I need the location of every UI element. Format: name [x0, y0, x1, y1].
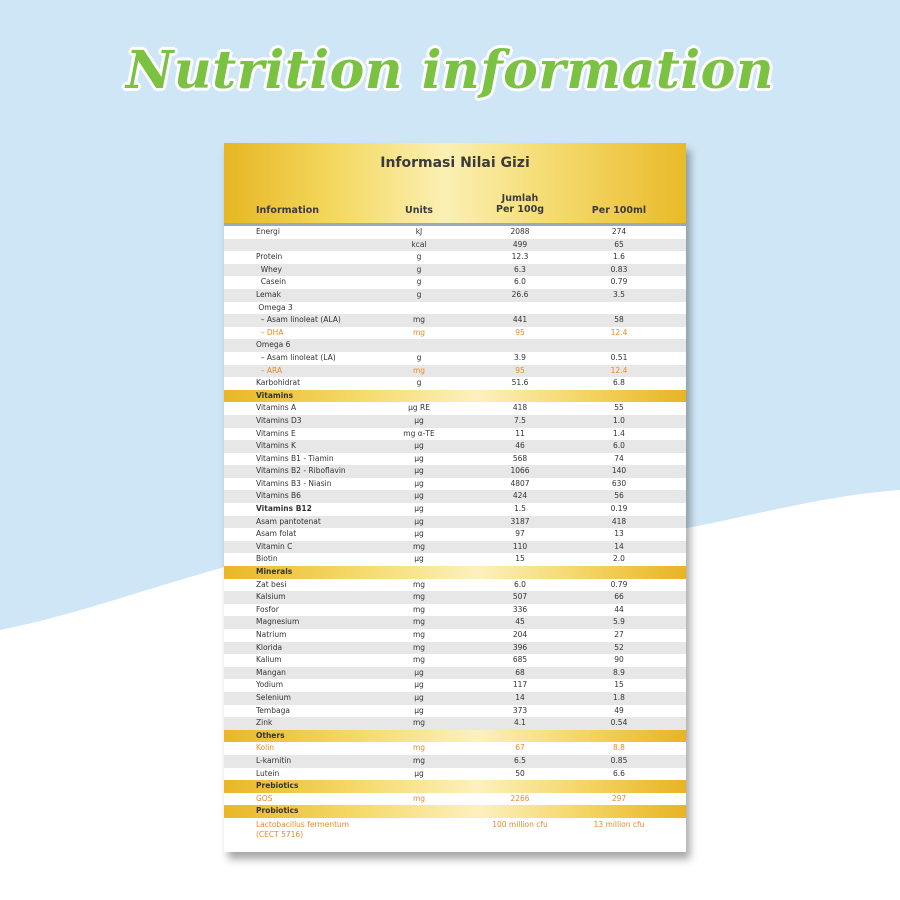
unit-cell: mg [412, 604, 426, 614]
table-row [224, 314, 686, 327]
unit-cell: µg [414, 441, 424, 451]
table-row [224, 679, 686, 692]
per-100g-cell: 15 [515, 554, 525, 564]
per-100g-cell: 1066 [510, 466, 530, 476]
per-100g-cell: 204 [512, 630, 528, 639]
per-100g-cell: 26.6 [511, 289, 529, 299]
table-row [224, 692, 686, 705]
nutrient-name: Magnesium [256, 617, 300, 627]
table-row [224, 465, 686, 478]
nutrient-name: Vitamin C [256, 541, 293, 551]
table-row [224, 276, 686, 289]
per-100g-cell: 3.9 [514, 352, 526, 362]
nutrient-name: Protein [256, 252, 283, 262]
per-100g-cell: 441 [512, 315, 528, 325]
section-header [224, 566, 686, 579]
per-100ml-cell: 1.8 [613, 692, 625, 702]
nutrient-name: Kolin [256, 743, 275, 753]
per-100ml-cell: 58 [614, 315, 624, 325]
table-row [224, 717, 686, 730]
per-100g-cell: 7.5 [514, 415, 526, 425]
nutrient-name: Lemak [256, 289, 281, 299]
unit-cell: µg [414, 554, 424, 564]
unit-cell: g [416, 378, 422, 388]
per-100g-cell: 2266 [510, 793, 530, 803]
table-row [224, 793, 686, 806]
nutrient-name-line1: Lactobacillus fermentum [256, 819, 350, 829]
nutrient-name: Mangan [256, 667, 286, 677]
per-100ml-cell: 52 [614, 642, 624, 652]
per-100ml-cell: 0.19 [610, 504, 628, 514]
per-100g-cell: 110 [512, 541, 528, 551]
per-100g-cell: 418 [512, 403, 528, 413]
per-100ml-cell: 56 [614, 491, 624, 501]
per-100g-cell: 6.5 [514, 755, 526, 765]
unit-cell: µg [414, 453, 424, 463]
section-label: Vitamins [256, 390, 294, 400]
per-100ml-cell: 0.85 [610, 755, 628, 765]
nutrition-table [224, 226, 686, 840]
per-100g-cell: 95 [515, 365, 525, 375]
per-100g-cell: 373 [512, 705, 528, 715]
per-100ml-cell: 1.4 [613, 428, 625, 438]
per-100g-cell: 95 [515, 327, 525, 337]
table-row [224, 553, 686, 566]
section-label: Probiotics [256, 806, 299, 816]
section-header [224, 780, 686, 793]
nutrient-name: Vitamins B6 [256, 491, 301, 501]
per-100g-cell: 568 [512, 453, 528, 463]
per-100ml-cell: 3.5 [613, 289, 625, 299]
table-row [224, 327, 686, 340]
table-row [224, 516, 686, 529]
table-row [224, 339, 686, 352]
per-100ml-cell: 14 [614, 541, 624, 551]
per-100g-cell: 685 [512, 655, 528, 665]
unit-cell: mg [412, 743, 426, 753]
per-100ml-cell: 6.8 [613, 378, 625, 388]
table-row [224, 579, 686, 592]
table-row [224, 616, 686, 629]
per-100ml-cell: 5.9 [613, 617, 625, 627]
per-100g-cell: 499 [512, 239, 528, 249]
per-100g-cell: 4.1 [514, 718, 526, 728]
unit-cell: kcal [411, 239, 427, 249]
per-100ml-cell: 6.0 [613, 441, 625, 451]
unit-cell: µg [414, 491, 424, 501]
per-100ml-cell: 1.6 [613, 252, 625, 262]
unit-cell: kJ [415, 227, 423, 236]
unit-cell: mg [412, 630, 426, 639]
per-100g-cell: 6.3 [514, 264, 526, 274]
nutrient-name: Omega 3 [256, 302, 293, 312]
per-100ml-cell: 13 [614, 529, 624, 539]
nutrient-name: Vitamins A [256, 403, 297, 413]
nutrition-card [224, 143, 686, 852]
table-row [224, 818, 686, 840]
nutrient-name: Energi [256, 227, 280, 236]
table-row [224, 302, 686, 315]
nutrient-name: Zink [256, 718, 273, 728]
nutrient-name: Vitamins D3 [256, 415, 302, 425]
table-row [224, 642, 686, 655]
nutrient-name: Asam pantotenat [256, 516, 321, 526]
column-header-per-100g [480, 193, 560, 215]
table-row [224, 528, 686, 541]
table-row [224, 629, 686, 642]
per-100g-cell: 2088 [510, 227, 530, 236]
table-row [224, 755, 686, 768]
per-100ml-cell: 12.4 [610, 327, 628, 337]
per-100ml-cell: 0.83 [610, 264, 628, 274]
per-100ml-cell: 44 [614, 604, 624, 614]
per-100ml-cell: 55 [614, 403, 624, 413]
nutrient-name: Whey [256, 264, 282, 274]
per-100g-cell: 68 [515, 667, 525, 677]
per-100g-cell: 336 [512, 604, 528, 614]
section-header [224, 730, 686, 743]
unit-cell: µg [414, 705, 424, 715]
table-row [224, 541, 686, 554]
table-row [224, 478, 686, 491]
per-100g-cell: 117 [512, 680, 528, 690]
table-row [224, 453, 686, 466]
nutrient-name: Selenium [256, 692, 291, 702]
per-100ml-cell: 0.51 [610, 352, 628, 362]
per-100g-cell: 45 [515, 617, 525, 627]
per-100ml-cell: 65 [614, 239, 624, 249]
unit-cell: g [416, 264, 422, 274]
nutrient-name: GOS [256, 793, 273, 803]
per-100ml-cell: 13 million cfu [593, 819, 645, 829]
unit-cell: mg [412, 755, 426, 765]
per-100g-cell: 1.5 [514, 504, 526, 514]
per-100g-cell: 424 [512, 491, 528, 501]
nutrient-name: Vitamins B1 - Tiamin [256, 453, 334, 463]
nutrient-name: Kalsium [256, 592, 286, 602]
unit-cell: µg [414, 415, 424, 425]
per-100g-cell: 3187 [510, 516, 530, 526]
unit-cell: g [416, 352, 422, 362]
unit-cell: mg α-TE [403, 428, 435, 438]
per-100ml-cell: 0.79 [610, 579, 628, 589]
unit-cell: mg [412, 541, 426, 551]
unit-cell: mg [412, 327, 426, 337]
per-100ml-cell: 2.0 [613, 554, 625, 564]
nutrient-name: L-karnitin [256, 755, 292, 765]
unit-cell: µg [414, 478, 424, 488]
per-100g-cell: 14 [515, 692, 525, 702]
per-100ml-cell: 418 [611, 516, 627, 526]
per-100g-cell: 100 million cfu [492, 819, 548, 829]
nutrient-name: Fosfor [256, 604, 279, 614]
table-row [224, 365, 686, 378]
table-row [224, 251, 686, 264]
column-header-per-100g-line1: Jumlah [501, 193, 539, 204]
table-row [224, 239, 686, 252]
unit-cell: µg [414, 504, 424, 514]
per-100g-cell: 97 [515, 529, 525, 539]
nutrient-name: Casein [256, 277, 286, 287]
table-row [224, 768, 686, 781]
table-row [224, 604, 686, 617]
unit-cell: g [416, 252, 422, 262]
unit-cell: mg [412, 592, 426, 602]
nutrient-name: – Asam linoleat (ALA) [256, 315, 341, 325]
per-100ml-cell: 140 [611, 466, 627, 476]
nutrient-name: Vitamins B12 [256, 504, 312, 514]
table-row [224, 667, 686, 680]
per-100ml-cell: 90 [614, 655, 624, 665]
table-row [224, 415, 686, 428]
table-row [224, 503, 686, 516]
table-row [224, 402, 686, 415]
nutrient-name: – Asam linoleat (LA) [256, 352, 336, 362]
nutrient-name: – DHA [256, 327, 284, 337]
per-100ml-cell: 630 [611, 478, 627, 488]
per-100g-cell: 11 [515, 428, 525, 438]
per-100ml-cell: 6.6 [613, 768, 625, 778]
per-100ml-cell: 8.9 [613, 667, 625, 677]
per-100ml-cell: 49 [614, 705, 624, 715]
unit-cell: µg RE [408, 403, 430, 413]
nutrient-name: Lutein [256, 768, 280, 778]
unit-cell: mg [412, 642, 426, 652]
per-100g-cell: 12.3 [511, 252, 529, 262]
nutrient-name: Biotin [256, 554, 278, 564]
unit-cell: µg [414, 667, 424, 677]
unit-cell: mg [412, 579, 426, 589]
card-header [224, 143, 686, 223]
table-row [224, 428, 686, 441]
unit-cell: µg [414, 529, 424, 539]
per-100g-cell: 67 [515, 743, 525, 753]
table-row [224, 226, 686, 239]
table-row [224, 705, 686, 718]
nutrient-name-line2: (CECT 5716) [256, 829, 304, 839]
per-100ml-cell: 1.0 [613, 415, 625, 425]
nutrient-name: – ARA [256, 365, 283, 375]
per-100ml-cell: 0.54 [610, 718, 628, 728]
table-row [224, 440, 686, 453]
nutrient-name: Tembaga [256, 705, 290, 715]
unit-cell: g [416, 277, 422, 287]
unit-cell: mg [412, 315, 426, 325]
unit-cell: µg [414, 692, 424, 702]
column-header-units: Units [405, 205, 433, 216]
table-row [224, 591, 686, 604]
unit-cell: mg [412, 655, 426, 665]
nutrient-name: Asam folat [256, 529, 297, 539]
nutrient-name: Natrium [256, 630, 287, 639]
section-header [224, 805, 686, 818]
nutrient-name: Karbohidrat [256, 378, 301, 388]
per-100ml-cell: 66 [614, 592, 624, 602]
card-title: Informasi Nilai Gizi [380, 155, 530, 171]
column-header-per-100ml: Per 100ml [591, 205, 647, 216]
unit-cell: mg [412, 617, 426, 627]
column-header-per-100g-line2: Per 100g [495, 204, 545, 215]
table-row [224, 289, 686, 302]
per-100ml-cell: 74 [614, 453, 624, 463]
section-label: Minerals [256, 567, 293, 577]
column-header-information: Information [256, 205, 320, 216]
per-100g-cell: 507 [512, 592, 528, 602]
unit-cell: mg [412, 718, 426, 728]
table-row [224, 742, 686, 755]
nutrient-name: Yodium [256, 680, 284, 690]
nutrient-name: Klorida [256, 642, 283, 652]
per-100g-cell: 46 [515, 441, 525, 451]
nutrient-name: Omega 6 [256, 340, 291, 350]
per-100g-cell: 51.6 [511, 378, 529, 388]
unit-cell: mg [412, 365, 426, 375]
section-header [224, 390, 686, 403]
per-100g-cell: 50 [515, 768, 525, 778]
unit-cell: g [416, 289, 422, 299]
per-100ml-cell: 297 [611, 793, 627, 803]
nutrient-name: Vitamins K [256, 441, 296, 451]
table-row [224, 264, 686, 277]
table-row [224, 352, 686, 365]
per-100g-cell: 396 [512, 642, 528, 652]
table-row [224, 654, 686, 667]
unit-cell: µg [414, 680, 424, 690]
section-label: Others [256, 730, 285, 740]
per-100ml-cell: 8.8 [613, 743, 625, 753]
section-label: Prebiotics [256, 781, 299, 791]
per-100ml-cell: 15 [614, 680, 624, 690]
per-100g-cell: 4807 [510, 478, 530, 488]
unit-cell: mg [412, 793, 426, 803]
table-row [224, 377, 686, 390]
unit-cell: µg [414, 768, 424, 778]
nutrient-name [256, 820, 349, 840]
unit-cell: µg [414, 516, 424, 526]
per-100g-cell: 6.0 [514, 277, 526, 287]
unit-cell: µg [414, 466, 424, 476]
table-row [224, 490, 686, 503]
nutrient-name: Zat besi [256, 579, 287, 589]
nutrient-name: Kalium [256, 655, 282, 665]
per-100ml-cell: 27 [614, 630, 624, 639]
per-100ml-cell: 12.4 [610, 365, 628, 375]
per-100g-cell: 6.0 [514, 579, 526, 589]
nutrient-name: Vitamins E [256, 428, 296, 438]
nutrient-name: Vitamins B2 - Riboflavin [256, 466, 346, 476]
page-title: Nutrition information [125, 40, 775, 101]
per-100ml-cell: 0.79 [610, 277, 628, 287]
nutrient-name: Vitamins B3 - Niasin [256, 478, 332, 488]
per-100ml-cell: 274 [611, 227, 627, 236]
